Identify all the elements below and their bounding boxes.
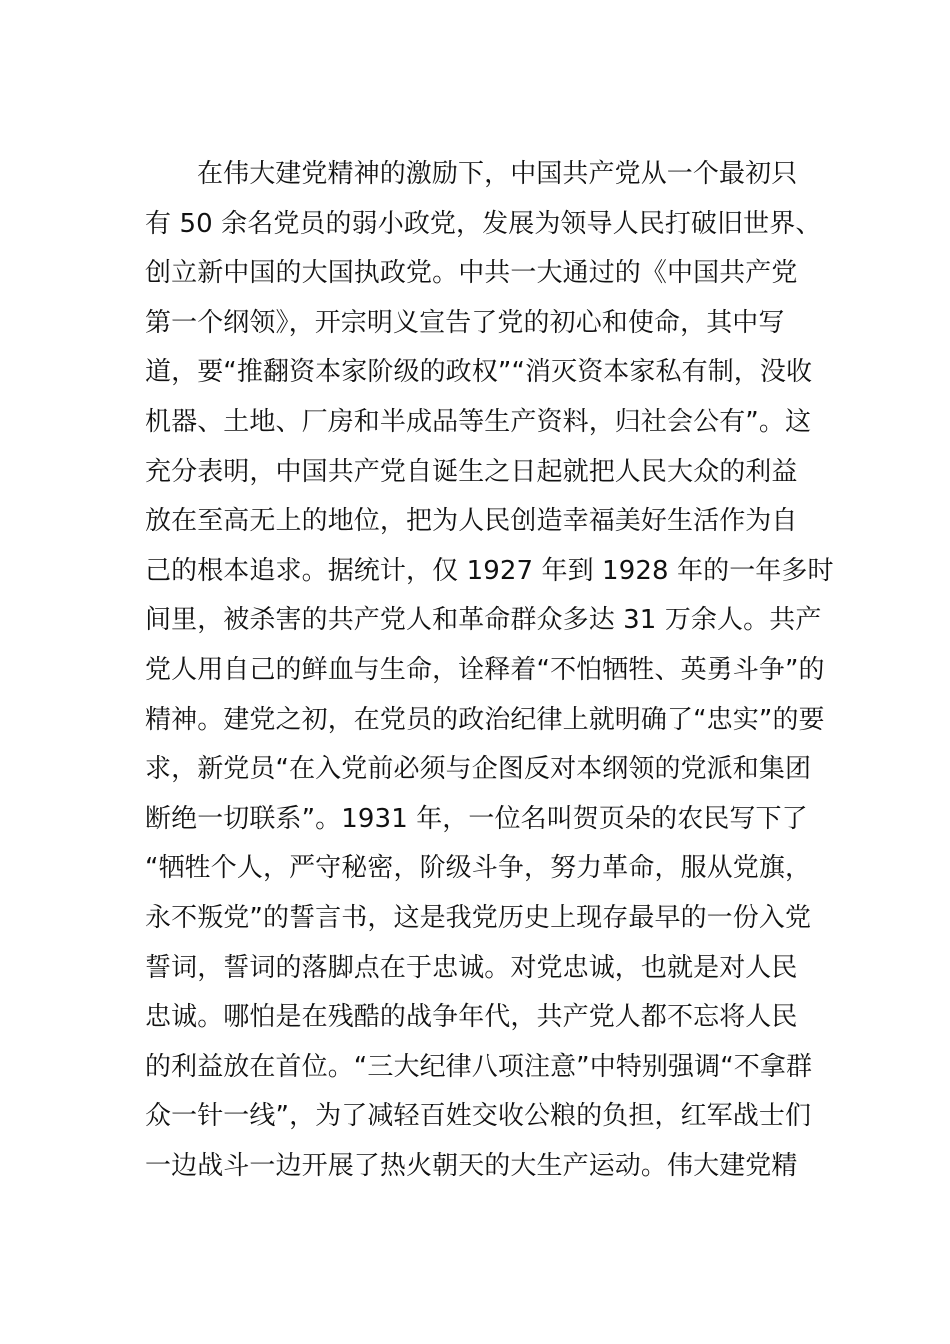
paragraph-line: 第一个纲领》，开宗明义宣告了党的初心和使命，其中写 xyxy=(145,307,785,338)
paragraph-line: 有 50 余名党员的弱小政党，发展为领导人民打破旧世界、 xyxy=(145,208,822,239)
paragraph-line: 创立新中国的大国执政党。中共一大通过的《中国共产党 xyxy=(145,258,798,289)
body-paragraph xyxy=(145,150,834,1191)
paragraph-line: 在伟大建党精神的激励下，中国共产党从一个最初只 xyxy=(197,159,798,189)
paragraph-line: 的利益放在首位。“三大纪律八项注意”中特别强调“不拿群 xyxy=(145,1051,813,1082)
paragraph-line: 充分表明，中国共产党自诞生之日起就把人民大众的利益 xyxy=(145,456,798,487)
paragraph-line: 精神。建党之初，在党员的政治纪律上就明确了“忠实”的要 xyxy=(145,704,825,735)
paragraph-line: 忠诚。哪怕是在残酷的战争年代，共产党人都不忘将人民 xyxy=(145,1002,798,1033)
paragraph-line: 己的根本追求。据统计，仅 1927 年到 1928 年的一年多时 xyxy=(145,555,834,586)
paragraph-line: 道，要“推翻资本家阶级的政权”“消灭资本家私有制，没收 xyxy=(145,357,813,388)
paragraph-line: 众一针一线”，为了减轻百姓交收公粮的负担，红军战士们 xyxy=(145,1101,812,1132)
paragraph-line: 断绝一切联系”。1931 年，一位名叫贺页朵的农民写下了 xyxy=(145,803,808,834)
paragraph-line: 间里，被杀害的共产党人和革命群众多达 31 万余人。共产 xyxy=(145,605,822,636)
paragraph-line: 放在至高无上的地位，把为人民创造幸福美好生活作为自 xyxy=(145,506,798,537)
paragraph-line: 求，新党员“在入党前必须与企图反对本纲领的党派和集团 xyxy=(145,754,812,785)
paragraph-line: 党人用自己的鲜血与生命，诠释着“不怕牺牲、英勇斗争”的 xyxy=(145,654,825,685)
paragraph-line: “牺牲个人，严守秘密，阶级斗争，努力革命，服从党旗， xyxy=(145,853,812,884)
paragraph-line: 机器、土地、厂房和半成品等生产资料，归社会公有”。这 xyxy=(145,406,812,437)
paragraph-line: 誓词，誓词的落脚点在于忠诚。对党忠诚，也就是对人民 xyxy=(145,952,798,983)
paragraph-line: 一边战斗一边开展了热火朝天的大生产运动。伟大建党精 xyxy=(145,1150,798,1181)
paragraph-line: 永不叛党”的誓言书，这是我党历史上现存最早的一份入党 xyxy=(145,902,812,933)
